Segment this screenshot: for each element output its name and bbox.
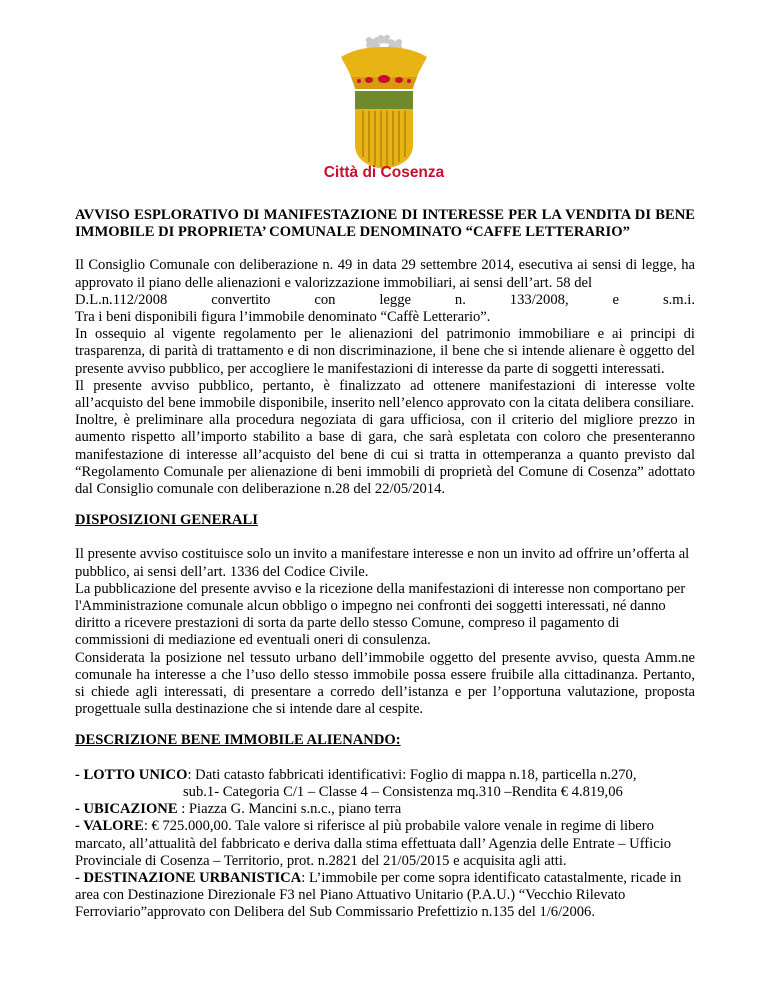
ubicazione-label: - UBICAZIONE bbox=[75, 801, 178, 818]
intro-paragraph-5: Inoltre, è preliminare alla procedura negoziata di gara ufficiosa, con il criterio del migliore prezzo in aumento rispetto all’importo stabilito a base di gara, che sarà espletata con coloro che presenteranno manifestazione di interesse all’acquisto del bene di cui si tratta in ottemperanza a quanto previsto dal “Regolamento Comunale per alienazione di beni immobili di proprietà del Comune di Cosenza” adottato dal Consiglio comunale con deliberazione n.28 del 22/05/2014. bbox=[75, 412, 695, 498]
description-heading bbox=[75, 732, 695, 749]
intro-paragraph-4: Il presente avviso pubblico, pertanto, è finalizzato ad ottenere manifestazioni di interesse volte all’acquisto del bene immobile disponibile, inserito nell’elenco approvato con la citata delibera consiliare. bbox=[75, 377, 695, 412]
valore-label: - VALORE bbox=[75, 818, 144, 835]
description-heading-text: DESCRIZIONE BENE IMMOBILE ALIENANDO bbox=[75, 732, 396, 749]
intro-paragraph-1a: Il Consiglio Comunale con deliberazione n. 49 in data 29 settembre 2014, esecutiva ai sensi di legge, ha approvato il piano delle alienazioni e valorizzazione immobiliari, ai sensi dell’art. 58 del bbox=[75, 257, 695, 291]
lotto-line-2: sub.1- Categoria C/1 – Classe 4 – Consistenza mq.310 –Rendita € 4.819,06 bbox=[183, 783, 623, 800]
valore-line bbox=[75, 818, 695, 870]
intro-paragraph-3: In ossequio al vigente regolamento per le alienazioni del patrimonio immobiliare e ai principi di trasparenza, di parità di trattamento e di non discriminazione, il bene che si intende alienare è oggetto del presente avviso pubblico, per accogliere le manifestazioni di interesse da parte di soggetti interessati. bbox=[75, 326, 695, 377]
general-paragraph-3: Considerata la posizione nel tessuto urbano dell’immobile oggetto del presente avviso, questa Amm.ne comunale ha interesse a che l’uso dello stesso immobile possa essere fruibile alla cittadinanza. Pertanto, si chiede agli interessati, di presentare a corredo dell’istanza e per l’opportuna valutazione, proposta progettuale sulla destinazione che si intende dare al cespite. bbox=[75, 649, 695, 718]
destinazione-text: : L’immobile per come sopra identificato catastalmente, ricade in area con Destinazione Direzionale F3 nel Piano Attuativo Unitario (P.A.U.) “Vecchio Rilevato Ferroviario”approvato con Delibera del Sub Commissario Prefettizio n.135 del 1/6/2006. bbox=[75, 869, 682, 921]
lotto-line bbox=[75, 767, 695, 784]
ubicazione-text: : Piazza G. Mancini s.n.c., piano terra bbox=[177, 801, 402, 818]
general-paragraph-2: La pubblicazione del presente avviso e la ricezione della manifestazioni di interesse non comportano per l'Amministrazione comunale alcun obbligo o impegno nei confronti dei soggetti interessati, né danno diritto a ricevere prestazioni di sorta da parte dello stesso Comune, compreso il pagamento di commissioni di mediazione ed eventuali oneri di consulenza. bbox=[75, 580, 686, 649]
description-heading-colon: : bbox=[395, 732, 401, 749]
valore-text: : € 725.000,00. Tale valore si riferisce al più probabile valore venale in regime di libero marcato, all’attualità del fabbricato e deriva dalla stima effettuata dall’ Agenzia delle Entrate – Ufficio Provinciale di Cosenza – Territorio, prot. n.2821 del 21/05/2015 e acquisita agli atti. bbox=[75, 818, 672, 869]
intro-paragraph-1b: D.L.n.112/2008 convertito con legge n. 133/2008, e s.m.i. bbox=[75, 291, 695, 308]
coat-of-arms-logo bbox=[329, 35, 439, 185]
document-body bbox=[75, 207, 695, 922]
general-heading: DISPOSIZIONI GENERALI bbox=[75, 512, 258, 529]
lotto-text: : Dati catasto fabbricati identificativi: Foglio di mappa n.18, particella n.270, bbox=[187, 766, 637, 783]
document-title: AVVISO ESPLORATIVO DI MANIFESTAZIONE DI INTERESSE PER LA VENDITA DI BENE IMMOBILE DI PROPRIETA’ COMUNALE DENOMINATO “CAFFE LETTERARIO” bbox=[75, 207, 695, 241]
destinazione-line bbox=[75, 870, 695, 922]
lotto-label: - LOTTO UNICO bbox=[75, 766, 188, 783]
destinazione-label: - DESTINAZIONE URBANISTICA bbox=[75, 869, 302, 886]
intro-paragraph-2: Tra i beni disponibili figura l’immobile denominato “Caffè Letterario”. bbox=[75, 309, 491, 326]
city-name: Città di Cosenza bbox=[323, 164, 445, 181]
general-paragraph-1: Il presente avviso costituisce solo un invito a manifestare interesse e non un invito ad offrire un’offerta al pubblico, ai sensi dell’art. 1336 del Codice Civile. bbox=[75, 546, 690, 580]
ubicazione-line bbox=[75, 801, 695, 818]
